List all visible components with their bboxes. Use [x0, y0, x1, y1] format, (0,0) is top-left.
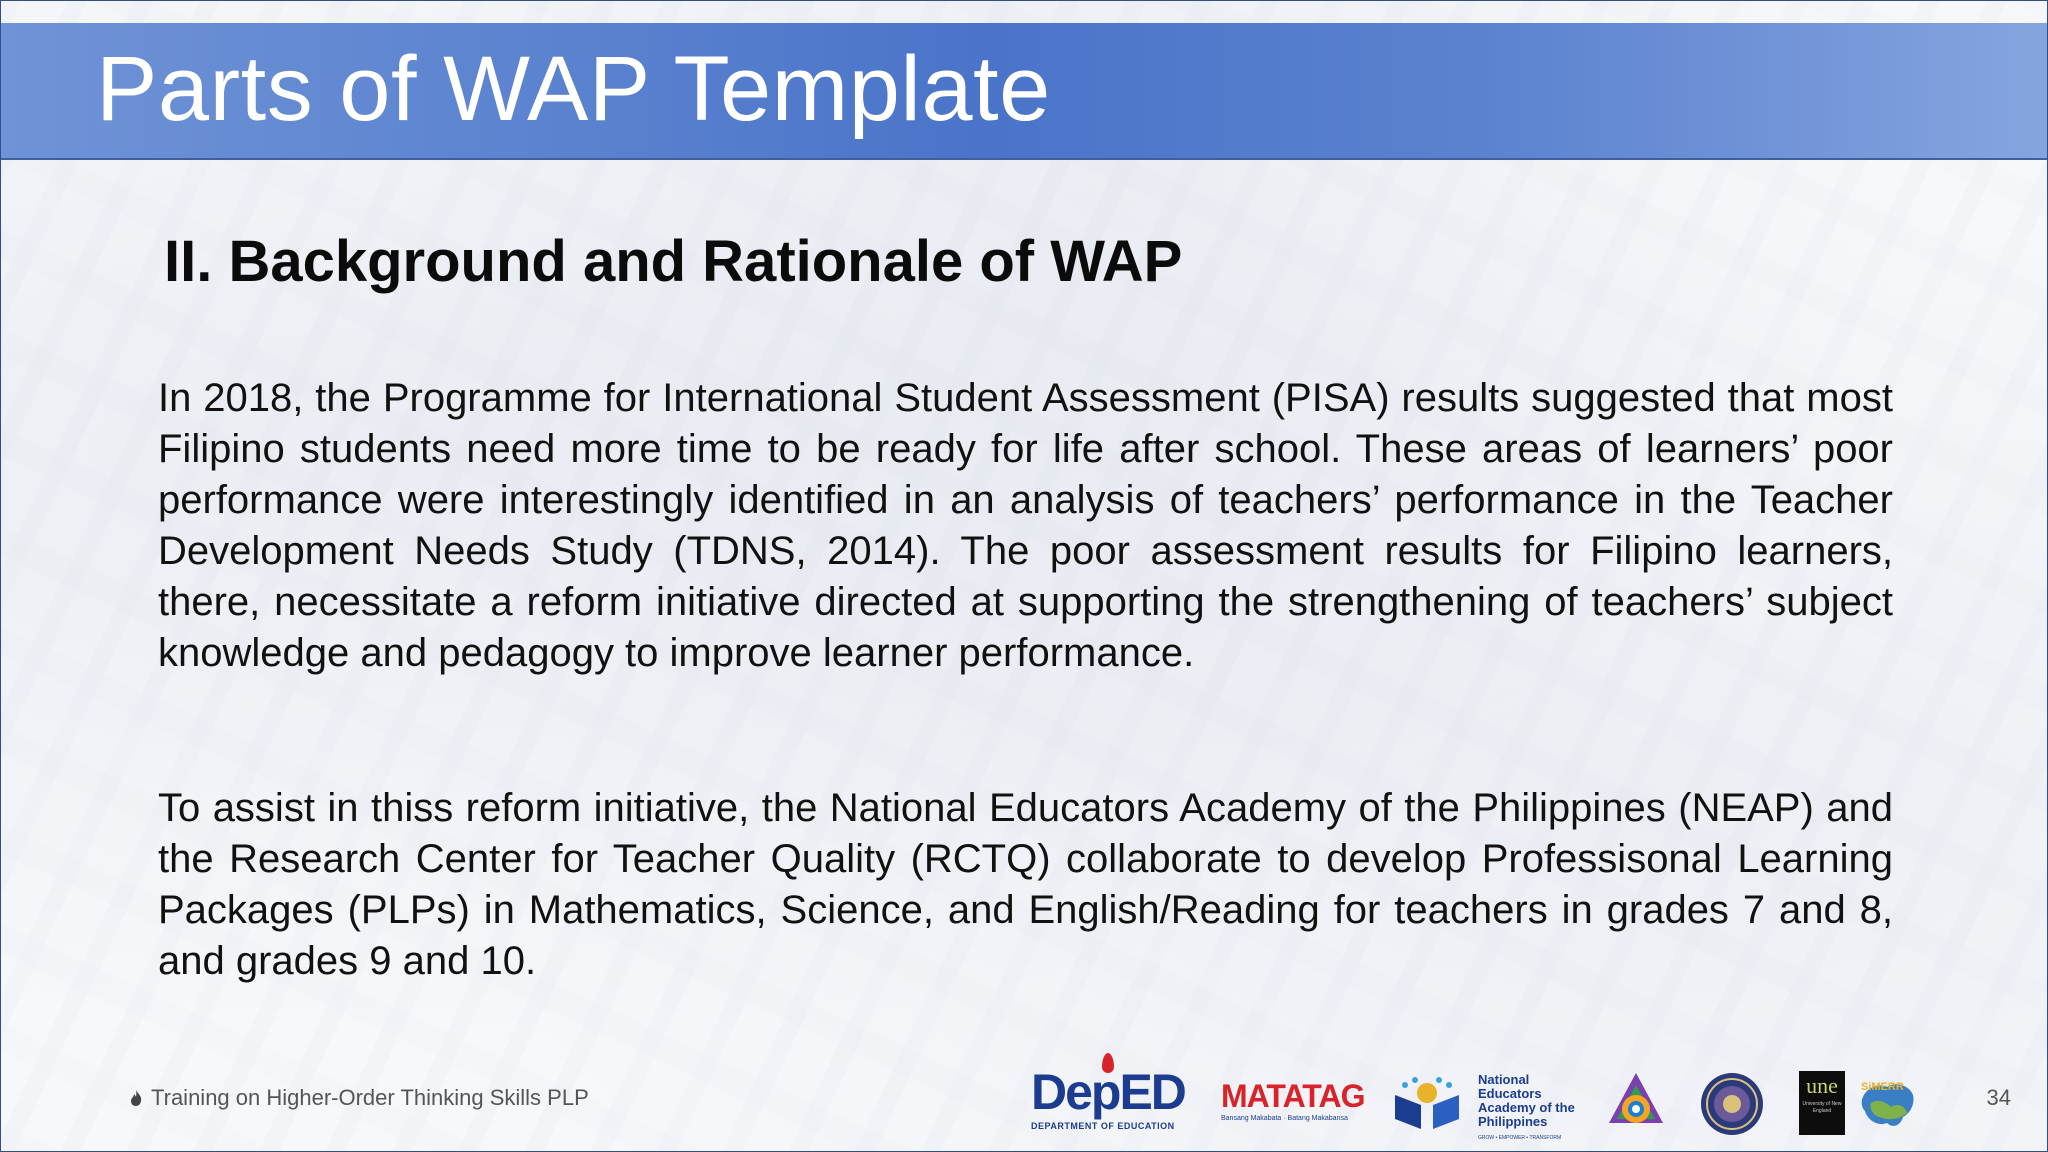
- section-heading: II. Background and Rationale of WAP: [164, 229, 1183, 294]
- body-paragraph-2: To assist in thiss reform initiative, the National Educators Academy of the Philippines (NEAP) and the Research Center for Teacher Quality (RCTQ) collaborate to develop Professisonal Learning Packages (PLPs) in Mathematics, Science, and English/Reading for teachers in grades 7 and 8, and grades 9 and 10.: [158, 786, 1893, 983]
- neap-line-2: Educators: [1478, 1086, 1542, 1101]
- deped-logo: [1031, 1065, 1191, 1137]
- page-number: 34: [1986, 1085, 2011, 1110]
- neap-emblem-icon: [1391, 1075, 1463, 1131]
- deped-wordmark: DepED: [1031, 1064, 1185, 1120]
- title-bar: [1, 23, 2048, 160]
- neap-line-1: National: [1478, 1072, 1530, 1087]
- neap-tagline: GROW • EMPOWER • TRANSFORM: [1478, 1135, 1562, 1141]
- simerr-wordmark: SiMERR: [1861, 1081, 1904, 1093]
- une-logo: [1799, 1071, 1845, 1135]
- footer-training-title: Training on Higher-Order Thinking Skills PLP: [151, 1085, 589, 1110]
- flame-icon: [129, 1089, 143, 1107]
- rctq-logo-icon: [1605, 1071, 1667, 1133]
- neap-wordmark: [1478, 1073, 1575, 1145]
- footer-training-label: [129, 1085, 589, 1111]
- matatag-subtitle: Bansang Makabata · Batang Makabansa: [1221, 1115, 1348, 1122]
- slide-title: Parts of WAP Template: [96, 38, 1051, 140]
- deped-subtitle: DEPARTMENT OF EDUCATION: [1031, 1121, 1175, 1131]
- une-wordmark: une: [1806, 1073, 1838, 1098]
- neap-line-4: Philippines: [1478, 1114, 1548, 1129]
- matatag-wordmark: MATATAG: [1221, 1078, 1365, 1114]
- une-subtitle: University of New England: [1802, 1101, 1842, 1114]
- neap-line-3: Academy of the: [1478, 1100, 1575, 1115]
- university-seal-icon: [1699, 1071, 1765, 1137]
- body-paragraph-1: In 2018, the Programme for International Student Assessment (PISA) results suggested that most Filipino students need more time to be ready for life after school. These areas of learners’ poor performance were interestingly identified in an analysis of teachers’ performance in the Teacher Development Needs Study (TDNS, 2014). The poor assessment results for Filipino learners, there, necessitate a reform initiative directed at supporting the strengthening of teachers’ subject knowledge and pedagogy to improve learner performance.: [158, 376, 1893, 675]
- matatag-logo: [1221, 1079, 1371, 1129]
- simerr-logo: [1857, 1073, 1917, 1133]
